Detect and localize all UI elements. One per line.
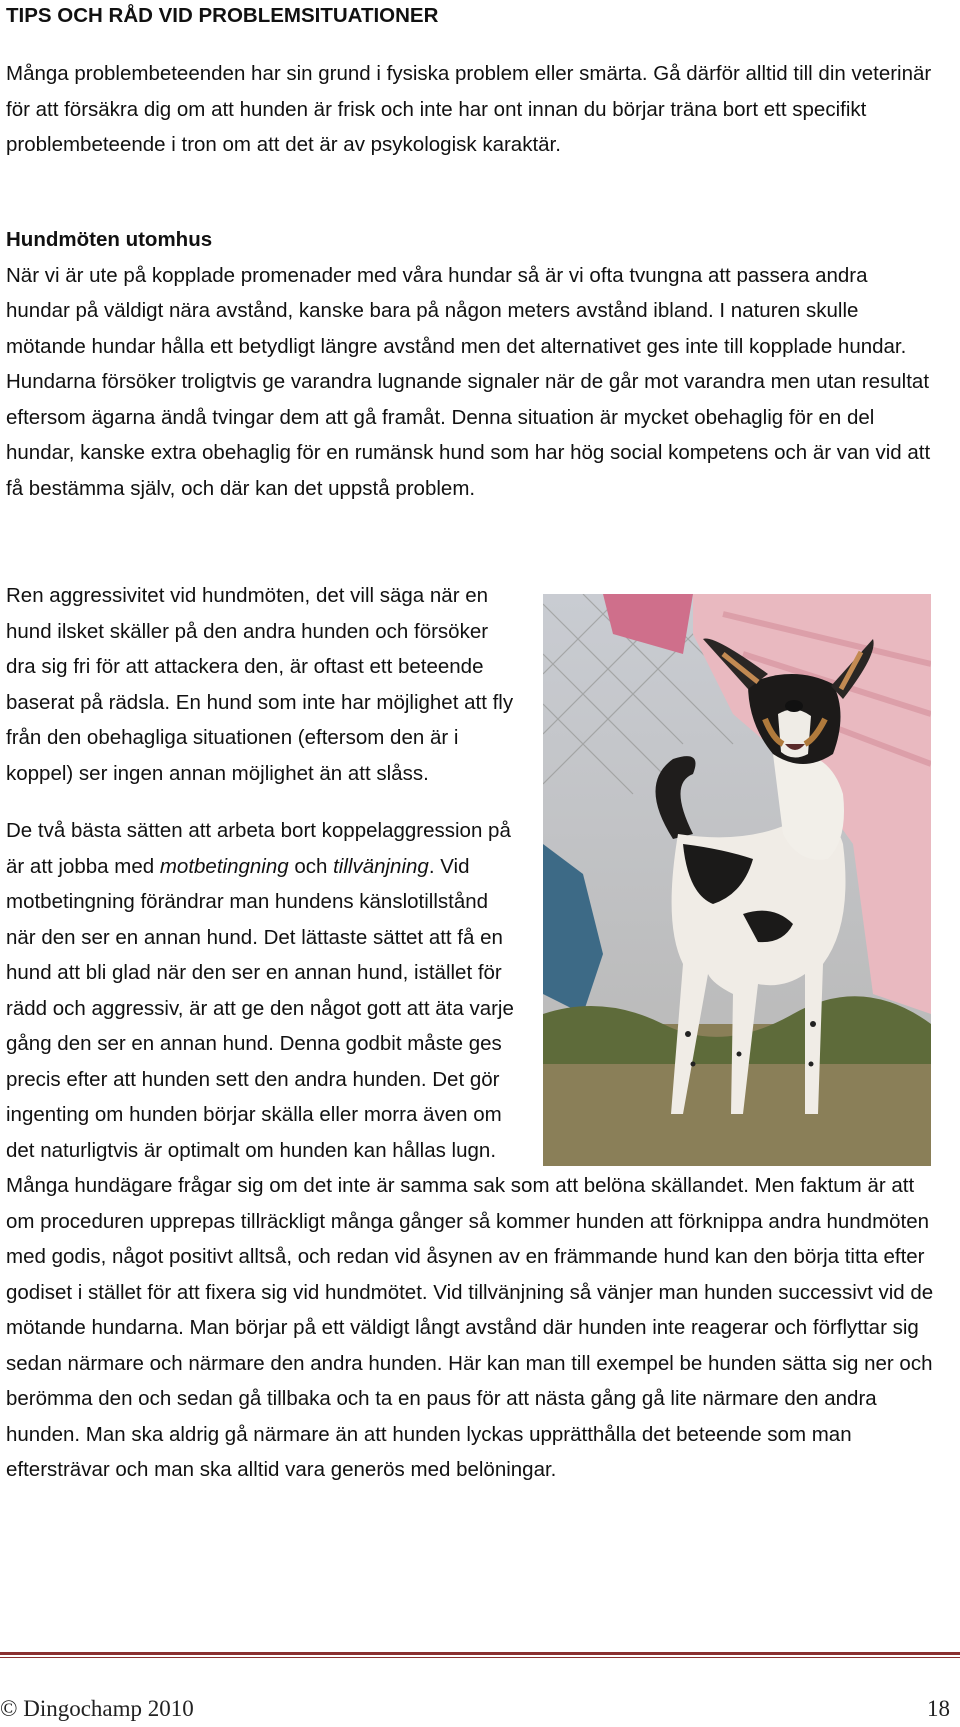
page-number: 18 bbox=[927, 1696, 950, 1721]
methods-text-3: . Vid motbetingning förändrar man hundens känslotillstånd när den ser en annan hund. Det lättaste sättet att få en hund att bli glad när den ser en annan hund, istället för rädd och aggressiv, är att ge den något gott att äta varje gång den ser en annan hund. Denna godbit måste ges precis efter att hunden sett den andra hunden. Det gör ingenting om hunden börjar skälla eller morra även om det naturligtvis är optimalt om hunden kan hållas lugn. Många hundägare frågar sig om det inte är samma sak som att belöna skällandet. Men faktum är att om proceduren upprepas tillräckligt många gånger så kommer hunden att förknippa andra hundmöten med godis, något positivt alltså, och redan vid åsynen av en främmande hund kan den börja titta efter godiset i stället för att fixera sig vid hundmötet. Vid tillvänjning så vänjer man hunden successivt vid de mötande hundarna. Man börjar på ett väldigt långt avstånd där hunden inte reagerar och förflyttar sig sedan närmare och närmare den andra hunden. Här kan man till exempel be hunden sätta sig ner och berömma den och sedan gå tillbaka och ta en paus för att nästa gång gå lite närmare den andra hunden. Man ska aldrig gå närmare än att hunden lyckas upprätthålla det beteende som man eftersträvar och man ska alltid vara generös med belöningar. bbox=[6, 854, 934, 1481]
aggression-paragraph: Ren aggressivitet vid hundmöten, det vill säga när en hund ilsket skäller på den andra hunden och försöker dra sig fri för att attackera den, är oftast ett beteende baserat på rädsla. En hund som inte har möjlighet att fly från den obehagliga situationen (eftersom den är i koppel) ser ingen annan möjlighet än att slåss. bbox=[6, 584, 514, 785]
section-paragraph: När vi är ute på kopplade promenader med våra hundar så är vi ofta tvungna att passera andra hundar på väldigt nära avstånd, kanske bara på någon meters avstånd ibland. I naturen skulle mötande hundar hålla ett betydligt längre avstånd men det alternativet ges inte till kopplade hundar. Hundarna försöker troligtvis ge varandra lugnande signaler när de går mot varandra men utan resultat eftersom ägarna ändå tvingar dem att gå framåt. Denna situation är mycket obehaglig för en del hundar, kanske extra obehaglig för en rumänsk hund som har hög social kompetens och är van vid att få bestämma själv, och där kan det uppstå problem. bbox=[6, 263, 931, 500]
page-title: TIPS OCH RÅD VID PROBLEMSITUATIONER bbox=[6, 4, 439, 27]
methods-text-2: och bbox=[288, 854, 334, 878]
dog-photo bbox=[543, 594, 931, 1166]
footer-rule bbox=[0, 1652, 960, 1657]
section-heading: Hundmöten utomhus bbox=[6, 228, 213, 251]
intro-paragraph: Många problembeteenden har sin grund i fysiska problem eller smärta. Gå därför alltid till din veterinär för att försäkra dig om att hunden är frisk och inte har ont innan du börjar träna bort ett specifikt problembeteende i tron om att det är av psykologisk karaktär. bbox=[6, 62, 932, 156]
section-hundmoten bbox=[6, 222, 936, 506]
term-motbetingning: motbetingning bbox=[159, 854, 289, 878]
wrapped-text-block bbox=[6, 578, 936, 1488]
term-tillvanjning: tillvänjning bbox=[333, 854, 429, 878]
footer-copyright: © Dingochamp 2010 bbox=[0, 1696, 194, 1721]
methods-text-1: De två bästa sätten att arbeta bort koppelaggression på är att jobba med bbox=[6, 819, 511, 878]
